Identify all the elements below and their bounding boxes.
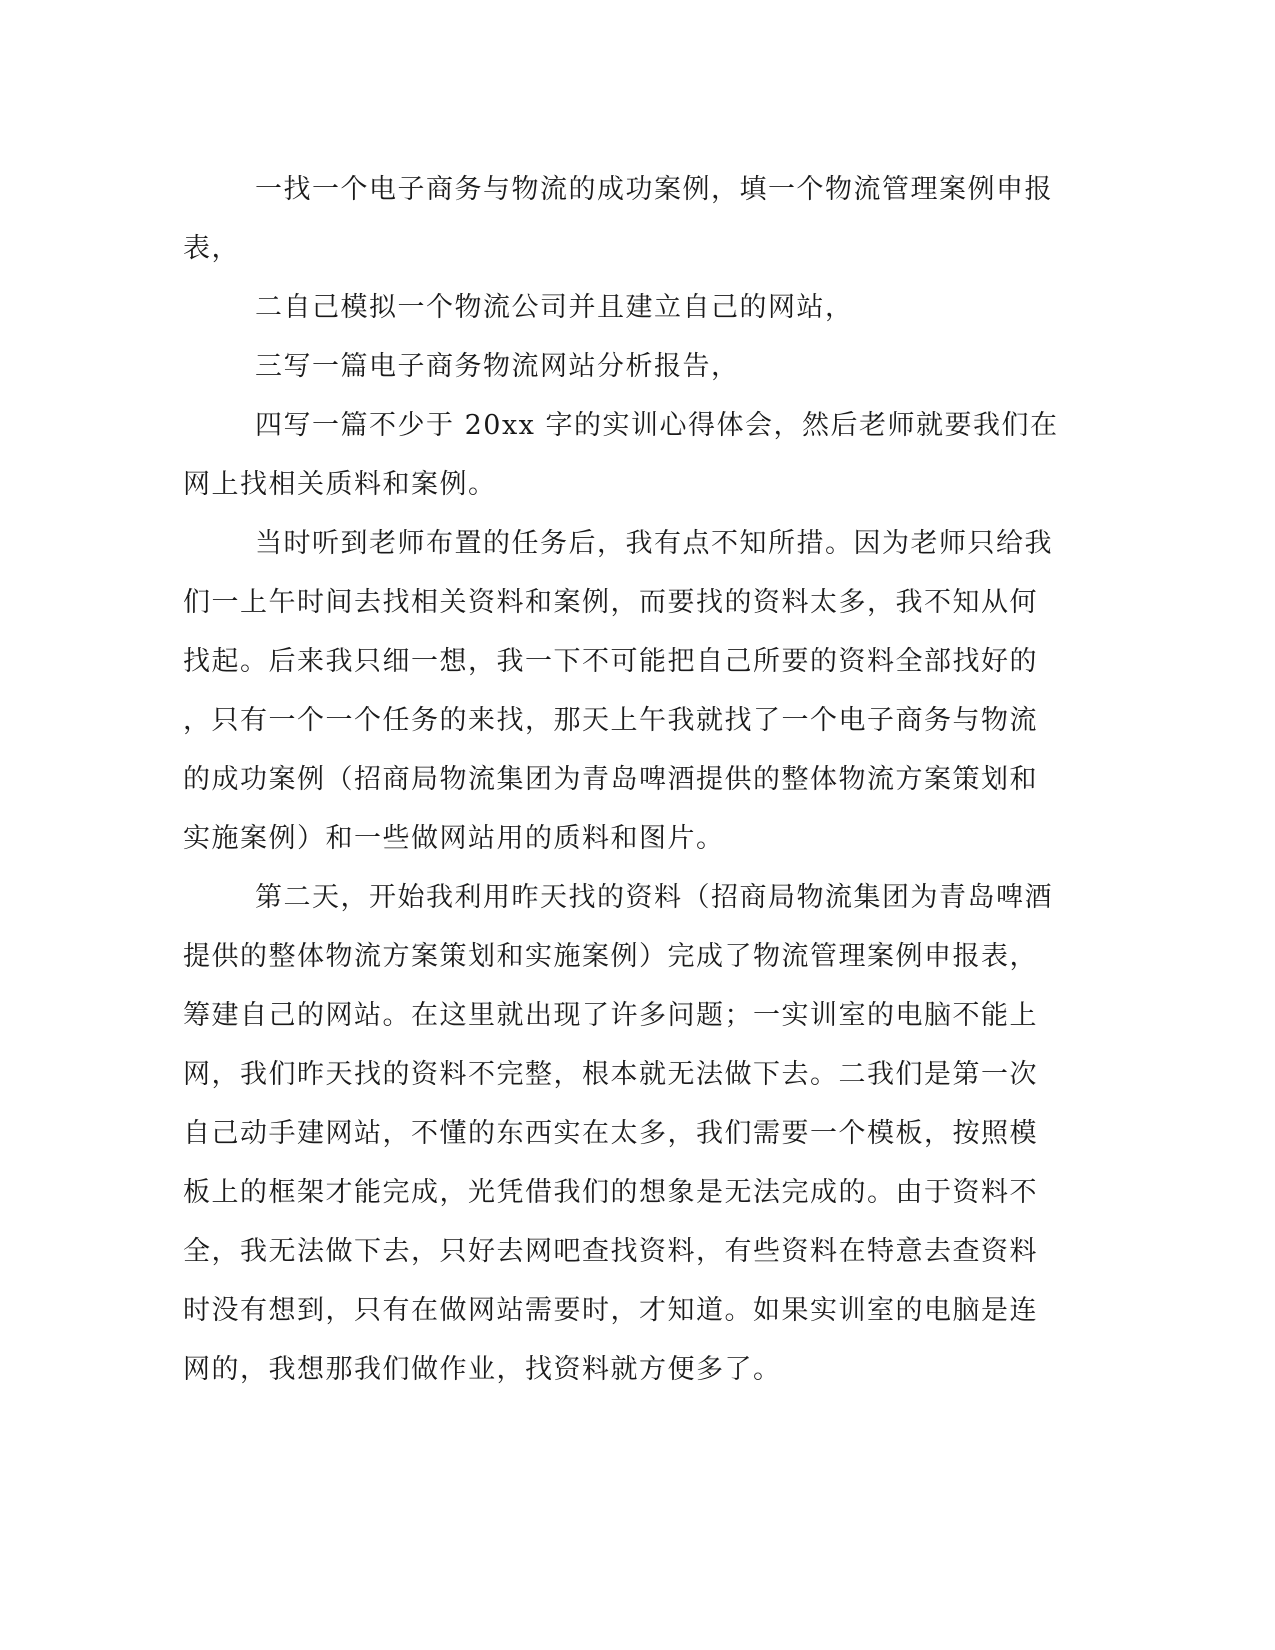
text-line: 时没有想到，只有在做网站需要时，才知道。如果实训室的电脑是连 xyxy=(183,1295,1038,1326)
paragraph-task-3 xyxy=(183,337,1033,396)
text-line: 找起。后来我只细一想，我一下不可能把自己所要的资料全部找好的 xyxy=(183,646,1038,677)
text-line: 网的，我想那我们做作业，找资料就方便多了。 xyxy=(183,1354,782,1385)
text-line: 表， xyxy=(183,233,240,264)
paragraph-first-day xyxy=(183,514,1053,868)
text-line: 全，我无法做下去，只好去网吧查找资料，有些资料在特意去查资料 xyxy=(183,1236,1038,1267)
text-line: 的成功案例（招商局物流集团为青岛啤酒提供的整体物流方案策划和 xyxy=(183,764,1038,795)
text-line: 提供的整体物流方案策划和实施案例）完成了物流管理案例申报表， xyxy=(183,941,1038,972)
text-line: ，只有一个一个任务的来找，那天上午我就找了一个电子商务与物流 xyxy=(183,705,1038,736)
document-body xyxy=(183,160,1059,1399)
paragraph-second-day xyxy=(183,868,1053,1399)
text-line: 板上的框架才能完成，光凭借我们的想象是无法完成的。由于资料不 xyxy=(183,1177,1038,1208)
paragraph-task-4 xyxy=(183,396,1059,514)
text-line: 当时听到老师布置的任务后，我有点不知所措。因为老师只给我 xyxy=(255,528,1053,559)
text-line: 第二天，开始我利用昨天找的资料（招商局物流集团为青岛啤酒 xyxy=(255,882,1053,913)
text-line: 网，我们昨天找的资料不完整，根本就无法做下去。二我们是第一次 xyxy=(183,1059,1038,1090)
paragraph-task-1 xyxy=(183,160,1053,278)
text-line: 筹建自己的网站。在这里就出现了许多问题；一实训室的电脑不能上 xyxy=(183,1000,1038,1031)
text-line: 自己动手建网站，不懂的东西实在太多，我们需要一个模板，按照模 xyxy=(183,1118,1038,1149)
text-line: 三写一篇电子商务物流网站分析报告， xyxy=(255,351,740,382)
text-line: 们一上午时间去找相关资料和案例，而要找的资料太多，我不知从何 xyxy=(183,587,1038,618)
paragraph-task-2 xyxy=(183,278,1033,337)
text-line: 实施案例）和一些做网站用的质料和图片。 xyxy=(183,823,725,854)
text-line: 四写一篇不少于 20xx 字的实训心得体会，然后老师就要我们在 xyxy=(255,410,1059,441)
text-line: 二自己模拟一个物流公司并且建立自己的网站， xyxy=(255,292,854,323)
text-line: 网上找相关质料和案例。 xyxy=(183,469,497,500)
text-line: 一找一个电子商务与物流的成功案例，填一个物流管理案例申报 xyxy=(255,174,1053,205)
